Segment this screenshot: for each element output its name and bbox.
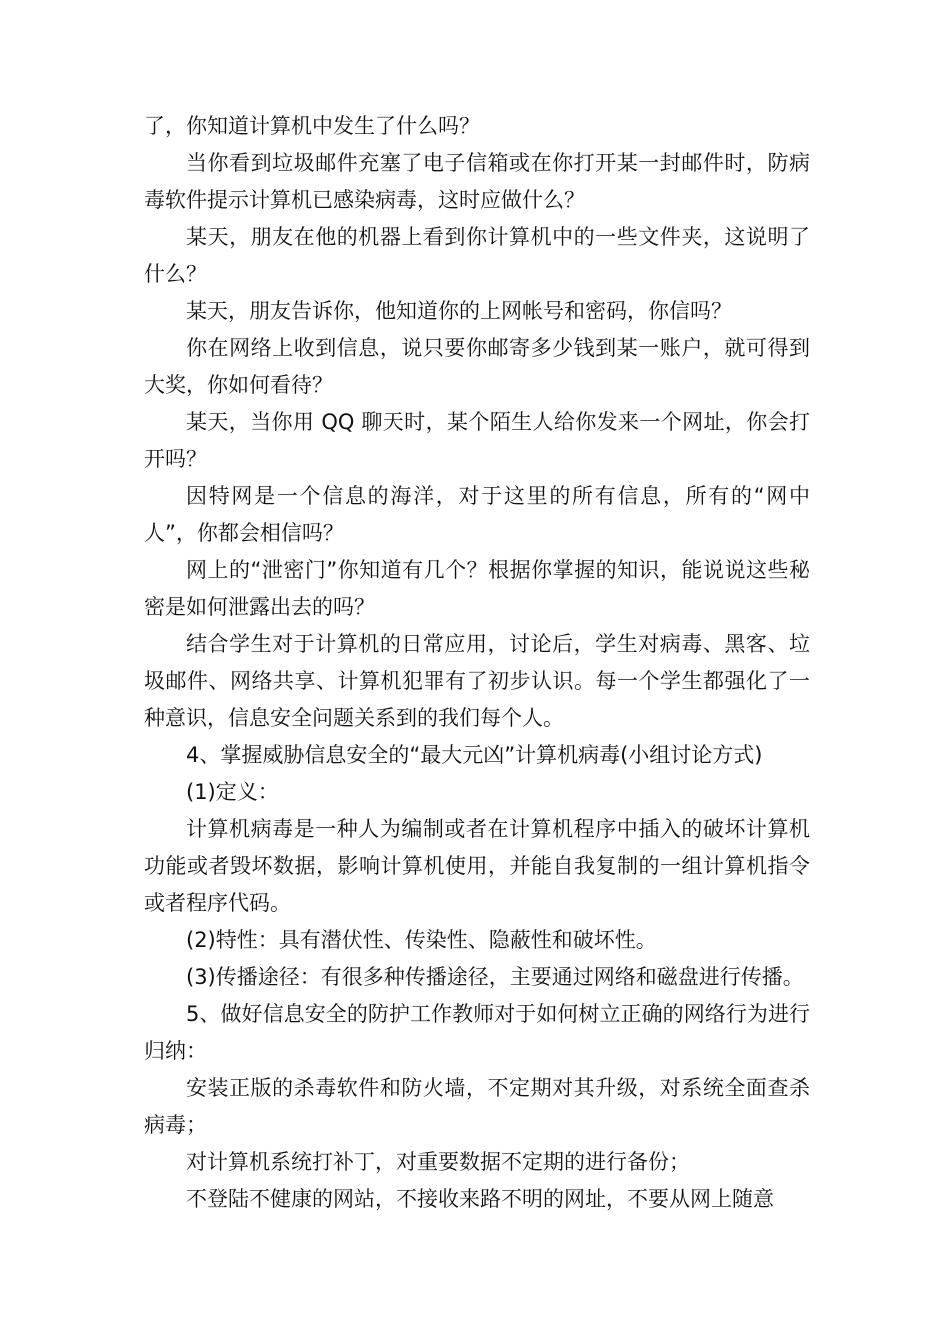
paragraph-unsafe-sites: 不登陆不健康的网站，不接收来路不明的网址，不要从网上随意 — [186, 1187, 774, 1211]
paragraph-prize-question: 你在网络上收到信息，说只要你邮寄多少钱到某一账户，就可得到大奖，你如何看待？ — [144, 336, 810, 397]
document-body — [144, 108, 810, 1218]
paragraph-spam-question: 当你看到垃圾邮件充塞了电子信箱或在你打开某一封邮件时，防病毒软件提示计算机已感染病毒，这时应做什么？ — [144, 151, 810, 212]
paragraph-password-question: 某天，朋友告诉你，他知道你的上网帐号和密码，你信吗？ — [186, 299, 732, 323]
paragraph-continuation: 了，你知道计算机中发生了什么吗？ — [144, 114, 480, 138]
section-heading-protection: 5、做好信息安全的防护工作教师对于如何树立正确的网络行为进行归纳： — [144, 1002, 810, 1063]
paragraph-antivirus: 安装正版的杀毒软件和防火墙，不定期对其升级，对系统全面查杀病毒； — [144, 1076, 810, 1137]
paragraph-folder-question: 某天，朋友在他的机器上看到你计算机中的一些文件夹，这说明了什么？ — [144, 225, 810, 286]
paragraph-virus-spread: (3)传播途径：有很多种传播途径，主要通过网络和磁盘进行传播。 — [186, 965, 804, 989]
paragraph-qq-question: 某天，当你用 QQ 聊天时，某个陌生人给你发来一个网址，你会打开吗？ — [144, 410, 810, 471]
subheading-definition: (1)定义： — [186, 780, 279, 804]
paragraph-virus-traits: (2)特性：具有潜伏性、传染性、隐蔽性和破坏性。 — [186, 928, 657, 952]
section-heading-virus: 4、掌握威胁信息安全的“最大元凶”计算机病毒(小组讨论方式) — [186, 743, 763, 767]
paragraph-discussion-summary: 结合学生对于计算机的日常应用，讨论后，学生对病毒、黑客、垃圾邮件、网络共享、计算机犯罪有了初步认识。每一个学生都强化了一种意识，信息安全问题关系到的我们每个人。 — [144, 632, 810, 730]
paragraph-virus-definition: 计算机病毒是一种人为编制或者在计算机程序中插入的破坏计算机功能或者毁坏数据，影响计算机使用，并能自我复制的一组计算机指令或者程序代码。 — [144, 817, 810, 915]
paragraph-leak-question: 网上的“泄密门”你知道有几个？根据你掌握的知识，能说说这些秘密是如何泄露出去的吗？ — [144, 558, 810, 619]
paragraph-internet-question: 因特网是一个信息的海洋，对于这里的所有信息，所有的“网中人”，你都会相信吗？ — [144, 484, 810, 545]
paragraph-patch-backup: 对计算机系统打补丁，对重要数据不定期的进行备份； — [186, 1150, 690, 1174]
